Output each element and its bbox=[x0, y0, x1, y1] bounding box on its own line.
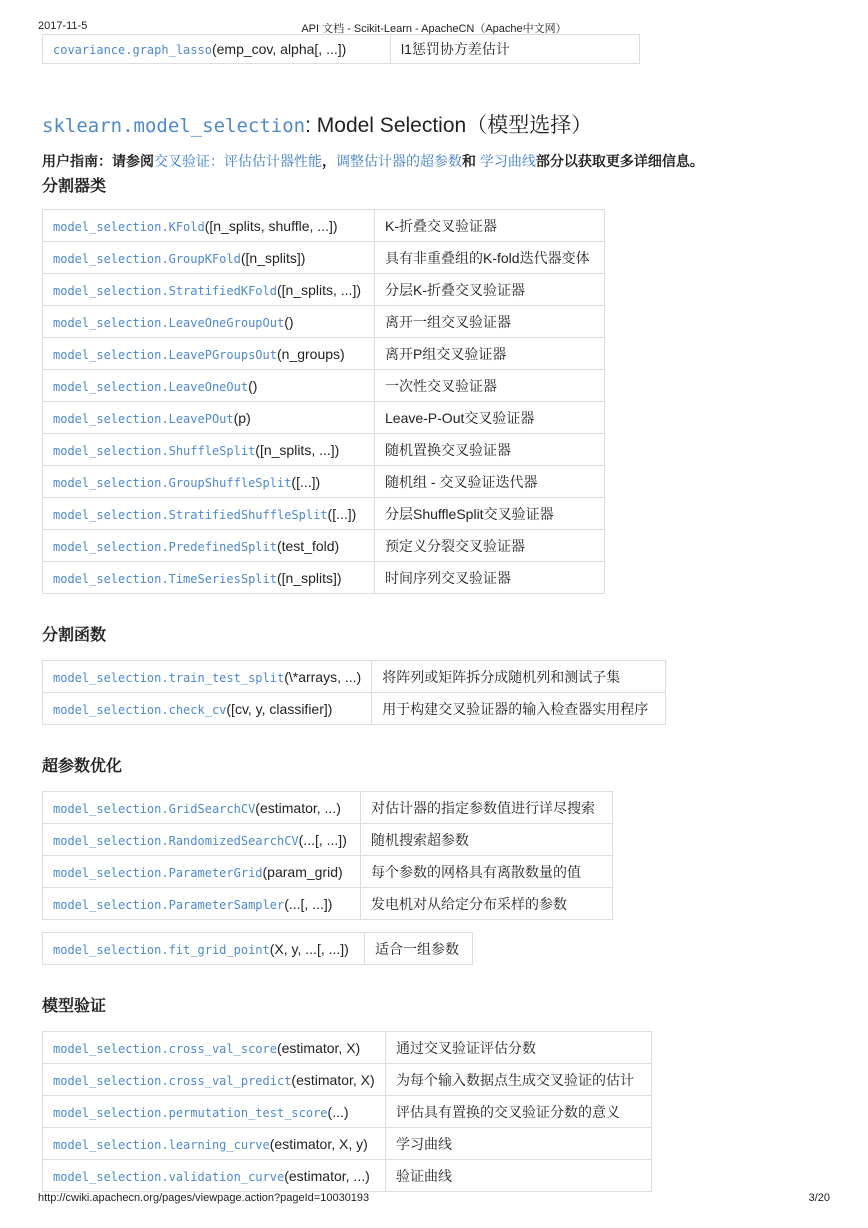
api-description: l1惩罚协方差估计 bbox=[391, 35, 640, 64]
api-link[interactable]: model_selection.LeaveOneGroupOut bbox=[53, 315, 285, 330]
table-row bbox=[43, 1160, 652, 1192]
table-row bbox=[43, 434, 605, 466]
api-args: (...[, ...]) bbox=[284, 895, 333, 912]
api-description: 用于构建交叉验证器的输入检查器实用程序 bbox=[372, 693, 666, 725]
api-link[interactable]: model_selection.LeavePGroupsOut bbox=[53, 347, 277, 362]
print-footer bbox=[0, 1192, 868, 1208]
api-link[interactable]: model_selection.learning_curve bbox=[53, 1137, 270, 1152]
splitter-functions-table bbox=[42, 660, 666, 725]
guide-link-cross-validation[interactable]: 交叉验证：评估估计器性能 bbox=[154, 153, 322, 169]
api-args: (n_groups) bbox=[276, 345, 345, 362]
api-link[interactable]: model_selection.fit_grid_point bbox=[53, 942, 270, 957]
table-row bbox=[43, 693, 666, 725]
api-link[interactable]: model_selection.RandomizedSearchCV bbox=[53, 833, 299, 848]
section-title-text: : Model Selection（模型选择） bbox=[305, 114, 593, 137]
api-args: () bbox=[284, 313, 294, 330]
table-row bbox=[43, 1032, 652, 1064]
api-link[interactable]: model_selection.ParameterGrid bbox=[53, 865, 263, 880]
table-row bbox=[43, 466, 605, 498]
table-row bbox=[43, 274, 605, 306]
api-args: () bbox=[248, 377, 258, 394]
table-row bbox=[43, 338, 605, 370]
api-args: (p) bbox=[233, 409, 251, 426]
api-link[interactable]: model_selection.permutation_test_score bbox=[53, 1105, 328, 1120]
table-row bbox=[43, 1128, 652, 1160]
api-args: (test_fold) bbox=[276, 537, 340, 554]
table-row bbox=[43, 242, 605, 274]
api-description: 一次性交叉验证器 bbox=[375, 370, 605, 402]
api-description: 通过交叉验证评估分数 bbox=[386, 1032, 652, 1064]
api-description: 发电机对从给定分布采样的参数 bbox=[361, 888, 613, 920]
print-date: 2017-11-5 bbox=[38, 20, 88, 32]
api-description: 分层K-折叠交叉验证器 bbox=[375, 274, 605, 306]
print-url: http://cwiki.apachecn.org/pages/viewpage.action?pageId=10030193 bbox=[38, 1192, 370, 1204]
api-link[interactable]: model_selection.GroupShuffleSplit bbox=[53, 475, 292, 490]
api-description: 为每个输入数据点生成交叉验证的估计 bbox=[386, 1064, 652, 1096]
guide-text-and: 和 bbox=[462, 153, 480, 169]
api-link[interactable]: model_selection.StratifiedKFold bbox=[53, 283, 277, 298]
table-row bbox=[43, 402, 605, 434]
table-row bbox=[43, 498, 605, 530]
table-row bbox=[43, 856, 613, 888]
api-description: 将阵列或矩阵拆分成随机列和测试子集 bbox=[372, 661, 666, 693]
api-description: 离开一组交叉验证器 bbox=[375, 306, 605, 338]
table-row bbox=[43, 661, 666, 693]
user-guide-label: 用户指南： bbox=[42, 153, 112, 169]
table-row bbox=[43, 933, 473, 965]
table-row bbox=[43, 370, 605, 402]
api-link[interactable]: model_selection.StratifiedShuffleSplit bbox=[53, 507, 328, 522]
api-link[interactable]: model_selection.train_test_split bbox=[53, 670, 285, 685]
api-description: 分层ShuffleSplit交叉验证器 bbox=[375, 498, 605, 530]
table-row bbox=[43, 562, 605, 594]
api-link[interactable]: model_selection.GridSearchCV bbox=[53, 801, 256, 816]
api-description: 评估具有置换的交叉验证分数的意义 bbox=[386, 1096, 652, 1128]
section-title bbox=[42, 109, 842, 139]
api-description: 随机搜索超参数 bbox=[361, 824, 613, 856]
api-description: 离开P组交叉验证器 bbox=[375, 338, 605, 370]
model-validation-table bbox=[42, 1031, 652, 1192]
api-description: 具有非重叠组的K-fold迭代器变体 bbox=[375, 242, 605, 274]
api-link[interactable]: model_selection.cross_val_score bbox=[53, 1041, 277, 1056]
hyperparameter-table bbox=[42, 791, 613, 920]
api-description: 随机置换交叉验证器 bbox=[375, 434, 605, 466]
table-row bbox=[43, 210, 605, 242]
api-args: (param_grid) bbox=[262, 863, 343, 880]
api-args: (estimator, X, y) bbox=[269, 1135, 368, 1152]
api-args: ([n_splits]) bbox=[240, 249, 306, 266]
table-row bbox=[43, 306, 605, 338]
table-row bbox=[43, 530, 605, 562]
guide-text-end: 部分以获取更多详细信息。 bbox=[535, 153, 704, 169]
guide-separator: ， bbox=[322, 153, 336, 169]
api-link[interactable]: model_selection.TimeSeriesSplit bbox=[53, 571, 277, 586]
api-args: (estimator, X) bbox=[291, 1071, 375, 1088]
api-link[interactable]: model_selection.ParameterSampler bbox=[53, 897, 285, 912]
guide-link-grid-search[interactable]: 调整估计器的超参数 bbox=[336, 153, 462, 169]
api-description: 学习曲线 bbox=[386, 1128, 652, 1160]
subsection-heading-model-validation: 模型验证 bbox=[42, 998, 107, 1015]
subsection-heading-splitter-classes: 分割器类 bbox=[42, 178, 107, 195]
api-args: (...[, ...]) bbox=[298, 831, 347, 848]
api-description: 验证曲线 bbox=[386, 1160, 652, 1192]
table-row bbox=[43, 792, 613, 824]
api-args: (emp_cov, alpha[, ...]) bbox=[211, 41, 347, 57]
table-row bbox=[43, 888, 613, 920]
api-description: K-折叠交叉验证器 bbox=[375, 210, 605, 242]
api-args: ([n_splits]) bbox=[276, 569, 342, 586]
api-link[interactable]: model_selection.validation_curve bbox=[53, 1169, 285, 1184]
subsection-heading-hyperparameter: 超参数优化 bbox=[42, 758, 123, 775]
api-description: 适合一组参数 bbox=[365, 933, 473, 965]
api-args: (X, y, ...[, ...]) bbox=[269, 940, 349, 957]
api-link[interactable]: covariance.graph_lasso bbox=[53, 43, 212, 57]
fit-grid-point-table bbox=[42, 932, 473, 965]
api-link[interactable]: model_selection.KFold bbox=[53, 219, 205, 234]
user-guide-note bbox=[42, 151, 842, 171]
print-title: API 文档 - Scikit-Learn - ApacheCN（Apache中文网） bbox=[301, 23, 567, 35]
api-link[interactable]: model_selection.LeavePOut bbox=[53, 411, 234, 426]
api-description: 对估计器的指定参数值进行详尽搜索 bbox=[361, 792, 613, 824]
module-link[interactable]: sklearn.model_selection bbox=[42, 115, 306, 137]
api-args: (\*arrays, ...) bbox=[284, 668, 362, 685]
table-row bbox=[43, 824, 613, 856]
api-args: ([...]) bbox=[291, 473, 321, 490]
api-link[interactable]: model_selection.GroupKFold bbox=[53, 251, 241, 266]
api-args: (estimator, ...) bbox=[255, 799, 341, 816]
api-link[interactable]: model_selection.ShuffleSplit bbox=[53, 443, 256, 458]
api-description: 预定义分裂交叉验证器 bbox=[375, 530, 605, 562]
api-args: ([n_splits, ...]) bbox=[276, 281, 361, 298]
api-link[interactable]: model_selection.check_cv bbox=[53, 702, 227, 717]
api-description: 每个参数的网格具有离散数量的值 bbox=[361, 856, 613, 888]
api-args: ([n_splits, ...]) bbox=[255, 441, 340, 458]
table-row bbox=[43, 35, 640, 64]
api-description: 随机组 - 交叉验证迭代器 bbox=[375, 466, 605, 498]
subsection-heading-splitter-functions: 分割函数 bbox=[42, 627, 107, 644]
api-link[interactable]: model_selection.LeaveOneOut bbox=[53, 379, 249, 394]
api-description: Leave-P-Out交叉验证器 bbox=[375, 402, 605, 434]
api-args: (estimator, ...) bbox=[284, 1167, 370, 1184]
covariance-table bbox=[42, 34, 640, 64]
api-args: (...) bbox=[327, 1103, 349, 1120]
table-row bbox=[43, 1064, 652, 1096]
user-guide-text: 请参阅 bbox=[112, 153, 154, 169]
api-args: ([n_splits, shuffle, ...]) bbox=[204, 217, 338, 234]
guide-link-learning-curve[interactable]: 学习曲线 bbox=[479, 153, 536, 169]
print-page-number: 3/20 bbox=[808, 1192, 830, 1204]
api-link[interactable]: model_selection.PredefinedSplit bbox=[53, 539, 277, 554]
splitter-classes-table bbox=[42, 209, 605, 594]
api-description: 时间序列交叉验证器 bbox=[375, 562, 605, 594]
page-content bbox=[42, 36, 842, 1192]
api-args: ([...]) bbox=[327, 505, 357, 522]
api-args: ([cv, y, classifier]) bbox=[226, 700, 333, 717]
table-row bbox=[43, 1096, 652, 1128]
api-link[interactable]: model_selection.cross_val_predict bbox=[53, 1073, 292, 1088]
api-args: (estimator, X) bbox=[276, 1039, 361, 1056]
